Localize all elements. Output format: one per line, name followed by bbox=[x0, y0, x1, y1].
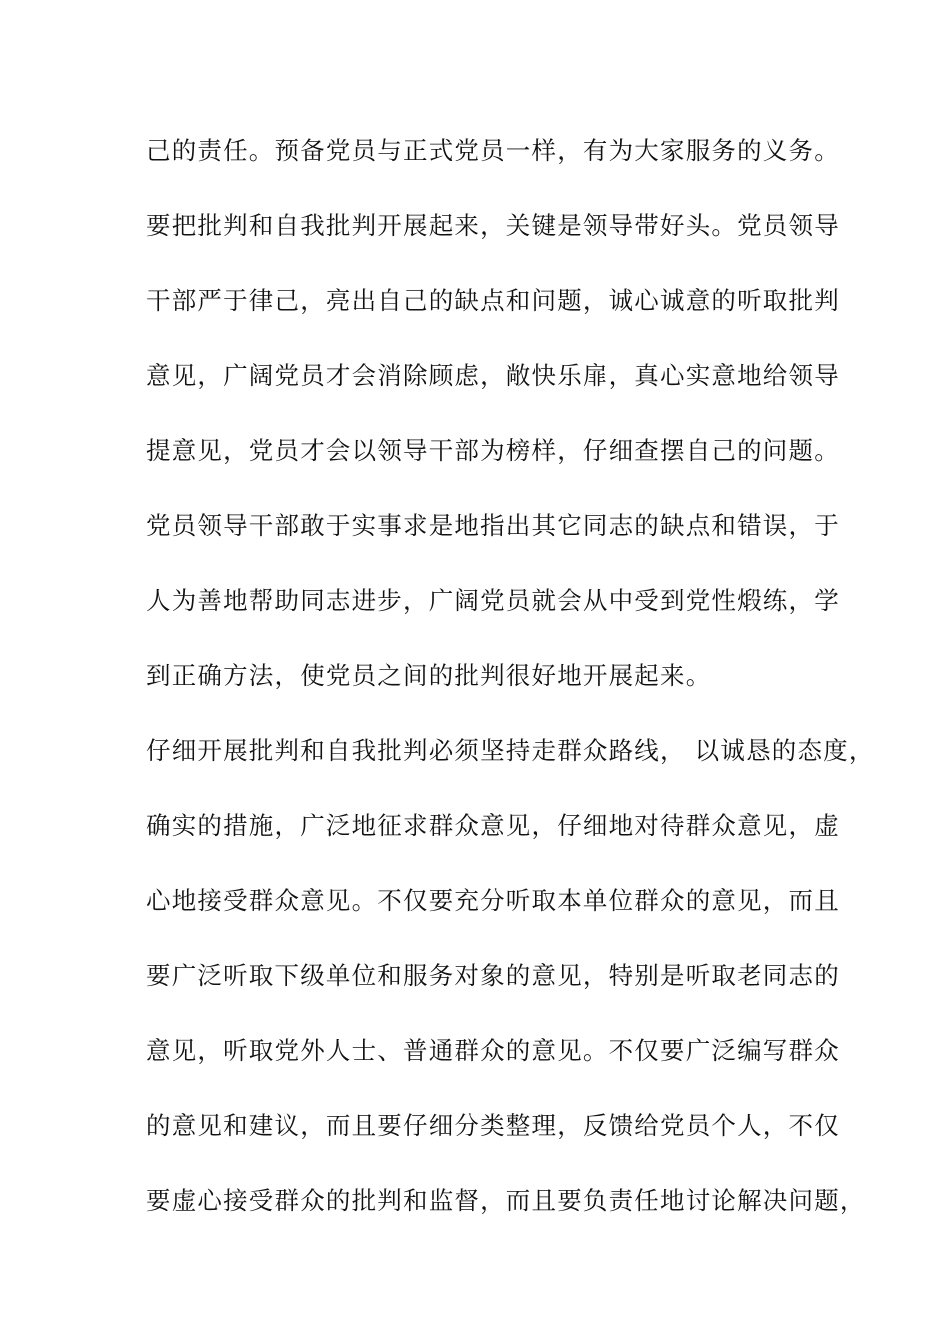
text-line: 要广泛听取下级单位和服务对象的意见，特别是听取老同志的 bbox=[146, 961, 840, 990]
text-line: 人为善地帮助同志进步，广阔党员就会从中受到党性煅练，学 bbox=[146, 586, 840, 615]
text-line: 确实的措施，广泛地征求群众意见，仔细地对待群众意见，虚 bbox=[146, 811, 840, 840]
text-line: 要虚心接受群众的批判和监督，而且要负责任地讨论解决问题， bbox=[146, 1186, 866, 1215]
text-line: 到正确方法，使党员之间的批判很好地开展起来。 bbox=[146, 661, 712, 690]
text-line: 提意见，党员才会以领导干部为榜样，仔细查摆自己的问题。 bbox=[146, 436, 840, 465]
text-line: 心地接受群众意见。不仅要充分听取本单位群众的意见，而且 bbox=[146, 886, 840, 915]
text-line: 干部严于律己，亮出自己的缺点和问题，诚心诚意的听取批判 bbox=[146, 286, 840, 315]
text-line: 意见，听取党外人士、普通群众的意见。不仅要广泛编写群众 bbox=[146, 1036, 840, 1065]
text-line: 仔细开展批判和自我批判必须坚持走群众路线， 以诚恳的态度， bbox=[146, 736, 875, 765]
text-line: 意见，广阔党员才会消除顾虑，敞快乐扉，真心实意地给领导 bbox=[146, 361, 840, 390]
text-line: 党员领导干部敢于实事求是地指出其它同志的缺点和错误，于 bbox=[146, 511, 840, 540]
text-line: 己的责任。预备党员与正式党员一样，有为大家服务的义务。 bbox=[146, 136, 840, 165]
text-line: 的意见和建议，而且要仔细分类整理，反馈给党员个人，不仅 bbox=[146, 1111, 840, 1140]
text-line: 要把批判和自我批判开展起来，关键是领导带好头。党员领导 bbox=[146, 211, 840, 240]
